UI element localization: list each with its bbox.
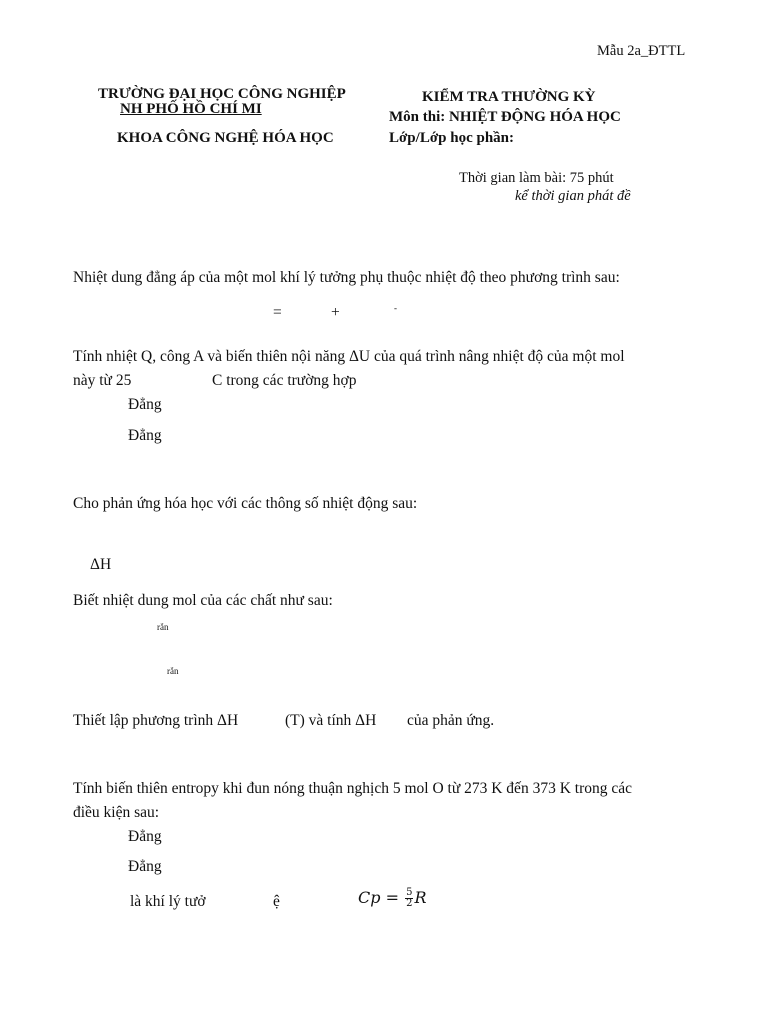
university-city: NH PHỐ HỒ CHÍ MI [120, 101, 262, 117]
q3-line2: điều kiện sau: [73, 804, 160, 821]
q3-cp-formula [358, 888, 427, 909]
q3-cp-numerator: 5 [406, 887, 413, 898]
exam-title: KIỂM TRA THƯỜNG KỲ [422, 89, 596, 105]
q2-task-a: Thiết lập phương trình ΔH [73, 712, 239, 729]
q3-case-a: Đẳng [128, 828, 162, 845]
q1-equation-plus: + [331, 304, 340, 321]
q3-cp-fraction [405, 888, 413, 909]
q3-cp-rhs: R [414, 888, 427, 907]
q3-assumption-tail: ệ [273, 893, 280, 910]
q1-equation-equals: = [273, 304, 282, 321]
q3-line1: Tính biến thiên entropy khi đun nóng thuận nghịch 5 mol O từ 273 K đến 373 K trong các [73, 780, 632, 797]
exam-subject: Môn thi: NHIỆT ĐỘNG HÓA HỌC [389, 109, 621, 125]
q1-case-a: Đẳng [128, 396, 162, 413]
q2-task-b: (T) và tính ΔH [285, 712, 377, 729]
q3-cp-lhs: Cp = [358, 888, 399, 907]
q2-solid-label-2: rắn [167, 666, 179, 676]
q2-intro: Cho phản ứng hóa học với các thông số nhiệt động sau: [73, 495, 418, 512]
q1-equation-exponent: - [394, 303, 397, 313]
q2-cp-intro: Biết nhiệt dung mol của các chất như sau: [73, 592, 333, 609]
class-label: Lớp/Lớp học phần: [389, 130, 514, 146]
q3-cp-denominator: 2 [406, 898, 413, 909]
faculty-name: KHOA CÔNG NGHỆ HÓA HỌC [117, 130, 334, 146]
university-name: TRƯỜNG ĐẠI HỌC CÔNG NGHIỆP [98, 86, 346, 102]
q2-solid-label-1: rắn [157, 622, 169, 632]
form-code: Mẫu 2a_ĐTTL [597, 43, 686, 59]
q1-task-line2a: này từ 25 [73, 372, 132, 389]
q2-task-c: của phản ứng. [407, 712, 495, 729]
q2-delta-h: ΔH [90, 556, 112, 573]
q1-intro: Nhiệt dung đẳng áp của một mol khí lý tưởng phụ thuộc nhiệt độ theo phương trình sau: [73, 269, 620, 286]
q1-case-b: Đẳng [128, 427, 162, 444]
time-allowed: Thời gian làm bài: 75 phút [459, 170, 614, 186]
q3-case-b: Đẳng [128, 858, 162, 875]
time-note: kể thời gian phát đề [515, 188, 631, 204]
q1-task-line2b: C trong các trường hợp [212, 372, 357, 389]
q1-task-line1: Tính nhiệt Q, công A và biến thiên nội năng ΔU của quá trình nâng nhiệt độ của một mol [73, 348, 625, 365]
q3-assumption: là khí lý tưở [130, 893, 206, 910]
